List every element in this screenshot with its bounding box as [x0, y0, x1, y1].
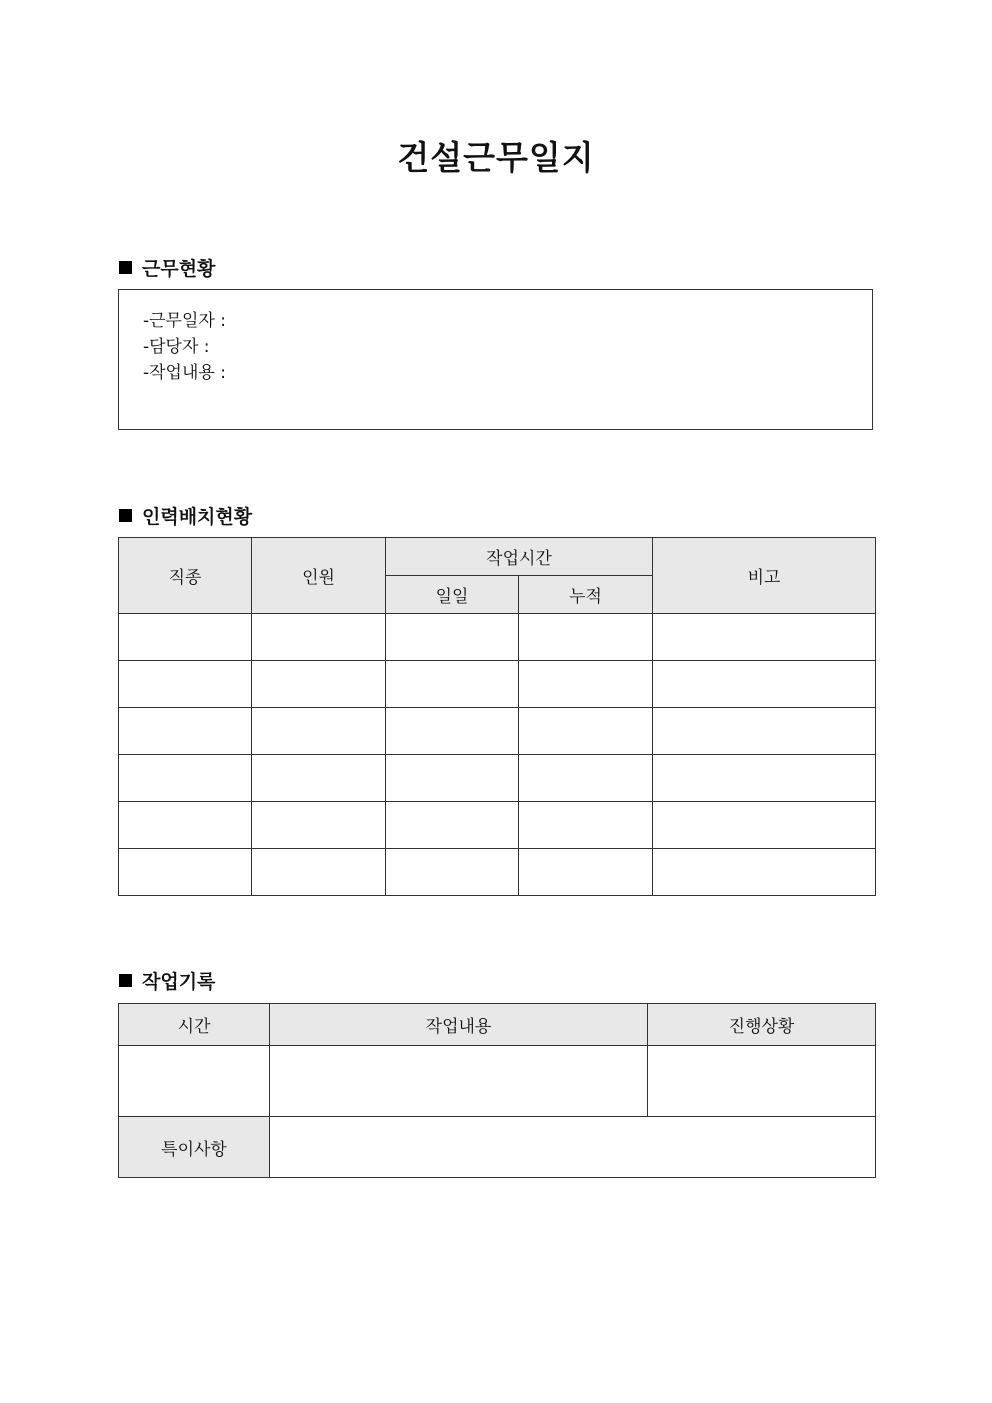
progress-cell[interactable]: [648, 1046, 876, 1117]
header-work-content: 작업내용: [270, 1004, 648, 1046]
table-row: [119, 755, 876, 802]
square-bullet-icon: [119, 261, 132, 274]
work-record-table: [118, 1003, 876, 1178]
time-cell[interactable]: [119, 1046, 270, 1117]
section-heading-record: [119, 967, 215, 994]
header-personnel: 인원: [252, 538, 386, 614]
section-heading-staff: [119, 502, 252, 529]
work-content-cell[interactable]: [270, 1046, 648, 1117]
work-content-line: -작업내용 :: [143, 363, 226, 383]
section-heading-status: [119, 254, 215, 281]
square-bullet-icon: [119, 974, 132, 987]
table-cell[interactable]: [252, 614, 386, 661]
table-cell[interactable]: [519, 661, 653, 708]
table-cell[interactable]: [252, 708, 386, 755]
table-cell[interactable]: [519, 708, 653, 755]
special-notes-label: 특이사항: [119, 1117, 270, 1178]
table-cell[interactable]: [252, 802, 386, 849]
table-cell[interactable]: [386, 849, 519, 896]
table-row: [119, 661, 876, 708]
page-title: 건설근무일지: [397, 138, 595, 177]
table-cell[interactable]: [519, 614, 653, 661]
table-cell[interactable]: [252, 849, 386, 896]
staff-table: [118, 537, 876, 896]
table-cell[interactable]: [119, 614, 252, 661]
table-row: [119, 802, 876, 849]
header-work-time: 작업시간: [386, 538, 653, 576]
header-job-type: 직종: [119, 538, 252, 614]
table-cell[interactable]: [386, 802, 519, 849]
table-cell[interactable]: [653, 708, 876, 755]
table-cell[interactable]: [386, 661, 519, 708]
square-bullet-icon: [119, 509, 132, 522]
status-box: [118, 289, 873, 430]
table-cell[interactable]: [519, 849, 653, 896]
table-cell[interactable]: [653, 661, 876, 708]
table-cell[interactable]: [519, 802, 653, 849]
table-row: [119, 849, 876, 896]
table-cell[interactable]: [653, 802, 876, 849]
header-progress: 진행상황: [648, 1004, 876, 1046]
table-cell[interactable]: [252, 661, 386, 708]
section-heading-staff-label: 인력배치현황: [142, 506, 253, 528]
section-heading-record-label: 작업기록: [142, 971, 216, 993]
table-row: [119, 1046, 876, 1117]
table-cell[interactable]: [119, 802, 252, 849]
table-cell[interactable]: [653, 755, 876, 802]
table-cell[interactable]: [386, 614, 519, 661]
table-row: [119, 708, 876, 755]
table-cell[interactable]: [252, 755, 386, 802]
table-cell[interactable]: [519, 755, 653, 802]
table-cell[interactable]: [119, 661, 252, 708]
table-cell[interactable]: [653, 614, 876, 661]
section-heading-status-label: 근무현황: [142, 258, 216, 280]
header-daily: 일일: [386, 576, 519, 614]
table-row: [119, 614, 876, 661]
table-cell[interactable]: [119, 755, 252, 802]
manager-line: -담당자 :: [143, 337, 210, 357]
table-cell[interactable]: [386, 755, 519, 802]
header-time: 시간: [119, 1004, 270, 1046]
header-cumulative: 누적: [519, 576, 653, 614]
special-notes-cell[interactable]: [270, 1117, 876, 1178]
table-cell[interactable]: [119, 708, 252, 755]
header-remarks: 비고: [653, 538, 876, 614]
table-cell[interactable]: [119, 849, 252, 896]
work-date-line: -근무일자 :: [143, 311, 226, 331]
table-cell[interactable]: [653, 849, 876, 896]
table-cell[interactable]: [386, 708, 519, 755]
